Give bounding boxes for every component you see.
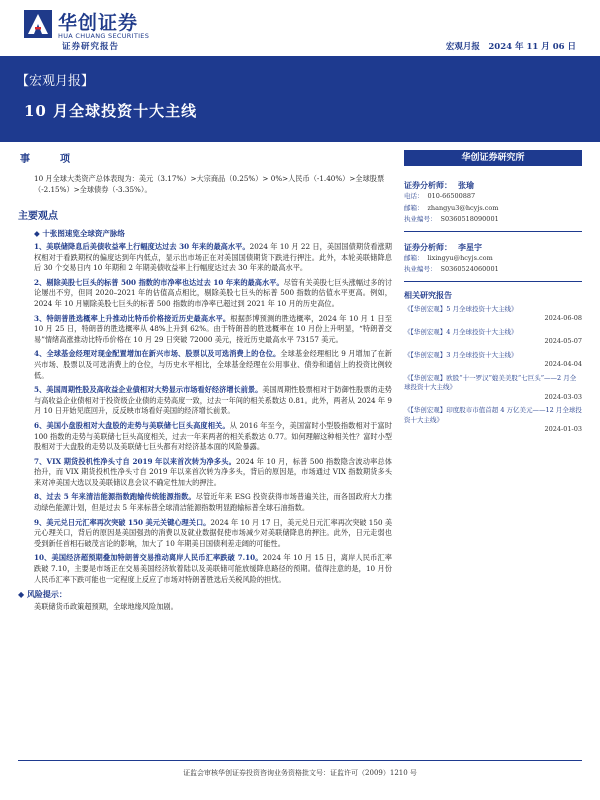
related-report-item[interactable]	[404, 406, 582, 435]
main-point-number: 7、	[34, 456, 47, 466]
main-point-headline: 美国经济超预期叠加特朗普交易推动离岸人民币汇率跌破 7.10。	[51, 553, 263, 563]
sidebar	[404, 150, 582, 435]
main-point-number: 8、	[34, 492, 47, 502]
institute-bar: 华创证券研究所	[404, 150, 582, 166]
main-point-item	[34, 457, 392, 489]
main-point-item	[34, 314, 392, 346]
analyst1-title	[404, 180, 582, 191]
main-point-headline: VIX 期货投机性净头寸自 2019 年以来首次转为净多头。	[46, 456, 236, 466]
report-tag: 【宏观月报】	[16, 74, 95, 89]
related-reports-list	[404, 305, 582, 435]
main-point-body: 2024 年 10 月 17 日，美元兑日元汇率再次突破 150 美元心理关口，背后的原因是美国强劲的消费以及就业数据促使市场减少对美联储降息的押注。此外，日元走弱也受到新任首相石破茂言论的影响，加大了 10 年期美日国债利差走阔的可能性。	[34, 517, 393, 548]
analyst2-email[interactable]: lixingyu@hcyjs.com	[427, 253, 493, 262]
divider	[404, 281, 582, 282]
main-point-headline: 美国周期性股及高收益企业债相对大势显示市场看好经济增长前景。	[46, 385, 263, 395]
main-points-list	[18, 242, 392, 585]
analyst1-cert-row	[404, 214, 582, 226]
report-title: 10 月全球投资十大主线	[24, 102, 198, 120]
main-content	[18, 150, 392, 612]
main-point-body: 尽管有关美股七巨头涨幅过多的讨论屡出不穷，但同 2020–2021 年的估值高点相比，剔除美股七巨头的标普 500 指数的估值水平更高。例如，2024 年 10 月剔除美股七巨头的标普 500 指数的市净率已超过到 2021 年 10 月的历史高位。	[34, 277, 392, 308]
analyst2-cert-row	[404, 264, 582, 276]
main-point-headline: 过去 5 年来清洁能源指数跑输传统能源指数。	[46, 492, 196, 502]
related-report-date: 2024-03-03	[544, 392, 582, 401]
main-point-body: 美国周期性股票相对于防御性股票的走势与高收益企业债相对于投资级企业债的走势高度一致，过去一年间的相关系数达 0.81。此外，两者从 2024 年 9 月 10 日开始见底回升，反反映市场看好美国的经济增长前景。	[34, 385, 392, 416]
main-point-number: 2、	[34, 277, 47, 287]
main-point-item	[34, 242, 392, 274]
main-point-item	[34, 492, 392, 513]
related-report-item[interactable]	[404, 351, 582, 370]
main-point-body: 全球基金经理相比 9 月增加了在新兴市场、股票以及可选消费上的仓位，与历史水平相比，全球基金经理在公用事业、债券和通信上的投资比例较低。	[34, 349, 392, 380]
logo-mark-icon	[24, 10, 52, 38]
main-point-headline: 特朗普胜选概率上升推动比特币价格接近历史最高水平。	[46, 313, 231, 323]
related-report-date: 2024-06-08	[544, 314, 582, 322]
analyst2-name: 李星宇	[458, 241, 482, 252]
cert-label: 执业编号：	[404, 265, 437, 273]
analyst1-email[interactable]: zhangyu3@hcyjs.com	[427, 203, 499, 212]
footer-text: 证监会审核华创证券投资咨询业务资格批文号：证监许可（2009）1210 号	[183, 769, 417, 777]
analyst2-label: 证券分析师：	[404, 241, 452, 252]
title-banner	[0, 56, 600, 142]
overview-heading: ◆ 十张图速览全球资产脉络	[34, 229, 125, 238]
main-point-item	[34, 553, 392, 585]
main-point-headline: 全球基金经理对现金配置增加在新兴市场、股票以及可选消费上的仓位。	[46, 349, 281, 359]
main-point-headline: 美元兑日元汇率再次突破 150 美元关键心理关口。	[46, 517, 211, 527]
related-report-title[interactable]: 《【华创宏观】5 月全球投资十大主线》	[404, 304, 518, 313]
main-point-number: 10、	[34, 553, 52, 563]
main-point-item	[34, 385, 392, 417]
related-report-item[interactable]	[404, 305, 582, 324]
analyst1-cert: S0360518090001	[440, 215, 499, 223]
related-report-title[interactable]: 《【华创宏观】欧股“十一罗汉”媲美美股“七巨头”——2 月全球投资十大主线》	[404, 373, 577, 391]
email-label: 邮箱：	[404, 253, 424, 262]
analyst2-info	[404, 253, 582, 276]
analyst1-phone: 010-66500887	[427, 192, 476, 200]
main-point-body: 2024 年 10 月，标普 500 指数隐含波动率总体抬升，而 VIX 期货投机性净头寸自 2019 年以来首次转为净多头，背后的原因是，市场通过 VIX 指数期货多头来对冲美国大选以及美联储议息会议不确定性加大的押注。	[34, 456, 392, 487]
main-point-item	[34, 421, 392, 453]
report-date: 宏观月报 2024 年 11 月 06 日	[445, 42, 576, 52]
main-point-headline: 剔除美股七巨头的标普 500 指数的市净率也达过去 10 年来的最高水平。	[46, 277, 284, 287]
analyst2-email-row	[404, 253, 582, 265]
related-reports-heading: 相关研究报告	[404, 289, 452, 300]
related-report-date: 2024-04-04	[544, 360, 582, 368]
company-logo	[24, 8, 204, 42]
main-point-body: 2024 年 10 月 15 日，离岸人民币汇率跌破 7.10，主要是市场正在交易美国经济软着陆以及美联储可能放缓降息路径的预期。值得注意的是，10 月份人民币汇率下跌可能也一定程度上反应了市场对特朗普胜选后关税风险的担忧。	[34, 553, 392, 584]
risk-text: 美联储货币政策超预期，全球地缘风险加剧。	[34, 602, 178, 612]
analyst1-label: 证券分析师：	[404, 180, 452, 190]
related-report-title[interactable]: 《【华创宏观】印度股市市值首超 4 万亿美元——12 月全球投资十大主线》	[404, 406, 582, 424]
related-report-item[interactable]	[404, 374, 582, 403]
events-text: 10 月全球大类资产总体表现为：美元（3.17%）>大宗商品（0.25%）> 0%>人民币（-1.40%）>全球股票（-2.15%）>全球债券（-3.35%）。	[34, 174, 385, 194]
analyst1-phone-row	[404, 191, 582, 203]
phone-label: 电话：	[404, 192, 424, 200]
main-point-body: 根据彭博预测的胜选概率，2024 年 10 月 1 日至 10 月 25 日，特朗普的胜选概率从 48%上升到 62%。由于特朗普的胜选概率在 10 月份上升明显，“特朗普交易”情绪高涨推动比特币价格在 10 月 29 日突破 72000 美元，接近历史最高水平 73157 美元。	[34, 313, 392, 344]
related-report-title[interactable]: 《【华创宏观】3 月全球投资十大主线》	[404, 350, 518, 359]
logo-text-en: HUA CHUANG SECURITIES	[58, 32, 150, 40]
email-label: 邮箱：	[404, 203, 424, 212]
logo-text-cn: 华创证券	[58, 12, 139, 34]
main-point-number: 1、	[34, 242, 47, 251]
main-point-body: 尽管近年来 ESG 投资获得市场普遍关注，而各国政府大力推动绿色能源计划，但是过去 5 年来标普全球清洁能源指数明显跑输标普全球石油指数。	[34, 492, 392, 513]
main-point-number: 6、	[34, 420, 47, 430]
main-point-item	[34, 349, 392, 381]
main-point-number: 3、	[34, 313, 47, 323]
main-point-headline: 美国小盘股相对大盘股的走势与美联储七巨头高度相关。	[46, 420, 230, 430]
analyst1-name: 张瑜	[458, 180, 474, 190]
analyst1-email-row	[404, 203, 582, 215]
main-point-number: 5、	[34, 385, 47, 395]
main-point-body: 从 2016 年至今，美国富时小型股指数相对于富时 100 指数的走势与美联储七巨头高度相关，过去一年来两者的相关系数达 0.77。如何理解这种相关性？富时小型股相对于大盘股的走势以及美联储七巨头都有对经济基本面的风险暴露。	[34, 420, 392, 452]
events-heading: 事 项	[20, 154, 80, 165]
report-type: 证券研究报告	[62, 42, 120, 52]
cert-label: 执业编号：	[404, 215, 437, 223]
related-report-title[interactable]: 《【华创宏观】4 月全球投资十大主线》	[404, 327, 518, 336]
related-report-item[interactable]	[404, 328, 582, 347]
main-point-item	[34, 278, 392, 310]
main-point-body: 2024 年 10 月 22 日，美国国债期货看涨期权相对于看跌期权的偏度达到年内低点，显示出市场正在对美国国债期货下跌进行押注。此外，本轮美联储降息后 30 个交易日内 10 年期和 2 年期美债收益率上行幅度达过去 30 年来的最高水平。	[34, 242, 392, 273]
main-points-heading: 主要观点	[18, 211, 58, 222]
footer-divider	[18, 760, 582, 761]
related-report-date: 2024-01-03	[544, 425, 582, 433]
divider	[404, 231, 582, 232]
main-point-number: 4、	[34, 349, 47, 359]
analyst2-title	[404, 242, 582, 253]
main-point-headline: 美联储降息后美债收益率上行幅度达过去 30 年来的最高水平。	[46, 242, 250, 251]
risk-heading: ◆ 风险提示：	[18, 589, 67, 600]
analyst2-cert: S0360524060001	[440, 265, 499, 273]
main-point-item	[34, 518, 392, 550]
main-point-number: 9、	[34, 517, 47, 527]
related-report-date: 2024-05-07	[544, 337, 582, 345]
analyst1-info	[404, 191, 582, 226]
